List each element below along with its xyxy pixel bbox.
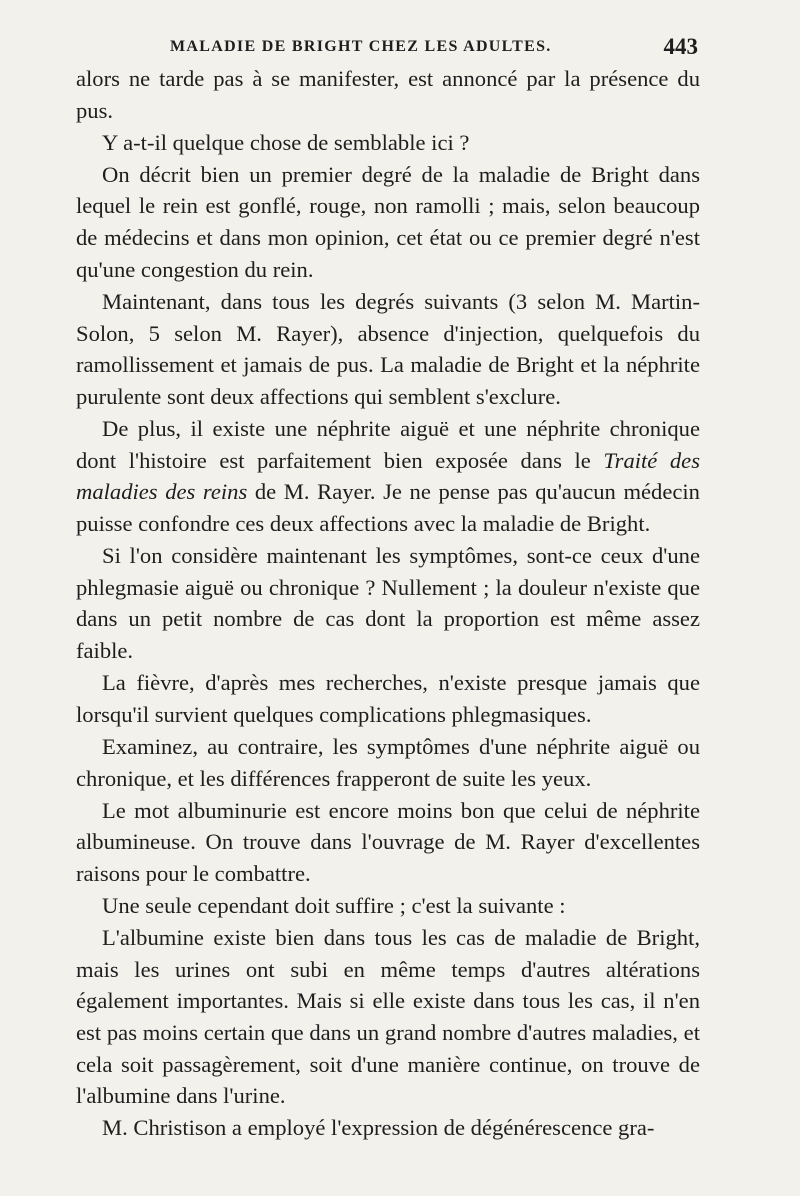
paragraph: Y a-t-il quelque chose de semblable ici ? — [102, 129, 470, 155]
body-text — [76, 63, 700, 1144]
page-header — [170, 30, 700, 60]
paragraph: On décrit bien un premier degré de la maladie de Bright dans lequel le rein est gonflé, rouge, non ramolli ; mais, selon beaucoup de médecins et dans mon opinion, cet état ou ce premier degré n'est qu'une congestion du rein. — [76, 161, 700, 282]
paragraph: Si l'on considère maintenant les symptômes, sont-ce ceux d'une phlegmasie aiguë ou chronique ? Nullement ; la douleur n'existe que dans un petit nombre de cas dont la proportion est même assez faible. — [76, 543, 700, 664]
book-title-italic: Traité des maladies des reins — [76, 447, 700, 505]
paragraph: La fièvre, d'après mes recherches, n'existe presque jamais que lorsqu'il survient quelques complications phlegmasiques. — [76, 670, 700, 727]
paragraph — [76, 413, 700, 540]
paragraph: Une seule cependant doit suffire ; c'est la suivante : — [102, 892, 566, 918]
paragraph-text: De plus, il existe une néphrite aiguë et une néphrite chronique dont l'histoire est parfaitement bien exposée dans le — [76, 415, 700, 473]
paragraph: Examinez, au contraire, les symptômes d'une néphrite aiguë ou chronique, et les différences frapperont de suite les yeux. — [76, 733, 700, 791]
page-number: 443 — [663, 34, 698, 59]
paragraph: Maintenant, dans tous les degrés suivants (3 selon M. Martin-Solon, 5 selon M. Rayer), absence d'injection, quelquefois du ramollissement et jamais de pus. La maladie de Bright et la néphrite purulente sont deux affections qui semblent s'exclure. — [76, 288, 700, 409]
paragraph-text: de M. Rayer. Je ne pense pas qu'aucun médecin puisse confondre ces deux affections avec la maladie de Bright. — [76, 479, 700, 537]
running-head: MALADIE DE BRIGHT CHEZ LES ADULTES. — [170, 38, 552, 55]
paragraph: L'albumine existe bien dans tous les cas de maladie de Bright, mais les urines ont subi en même temps d'autres altérations également importantes. Mais si elle existe dans tous les cas, il n'en est pas moins certain que dans un grand nombre d'autres maladies, et cela soit passagèrement, soit d'une manière continue, on trouve de l'albumine dans l'urine. — [76, 924, 700, 1109]
paragraph: M. Christison a employé l'expression de dégénérescence gra- — [102, 1115, 655, 1141]
paragraph-continuation: alors ne tarde pas à se manifester, est annoncé par la présence du pus. — [76, 66, 700, 123]
paragraph: Le mot albuminurie est encore moins bon que celui de néphrite albumineuse. On trouve dans l'ouvrage de M. Rayer d'excellentes raisons pour le combattre. — [76, 797, 700, 886]
